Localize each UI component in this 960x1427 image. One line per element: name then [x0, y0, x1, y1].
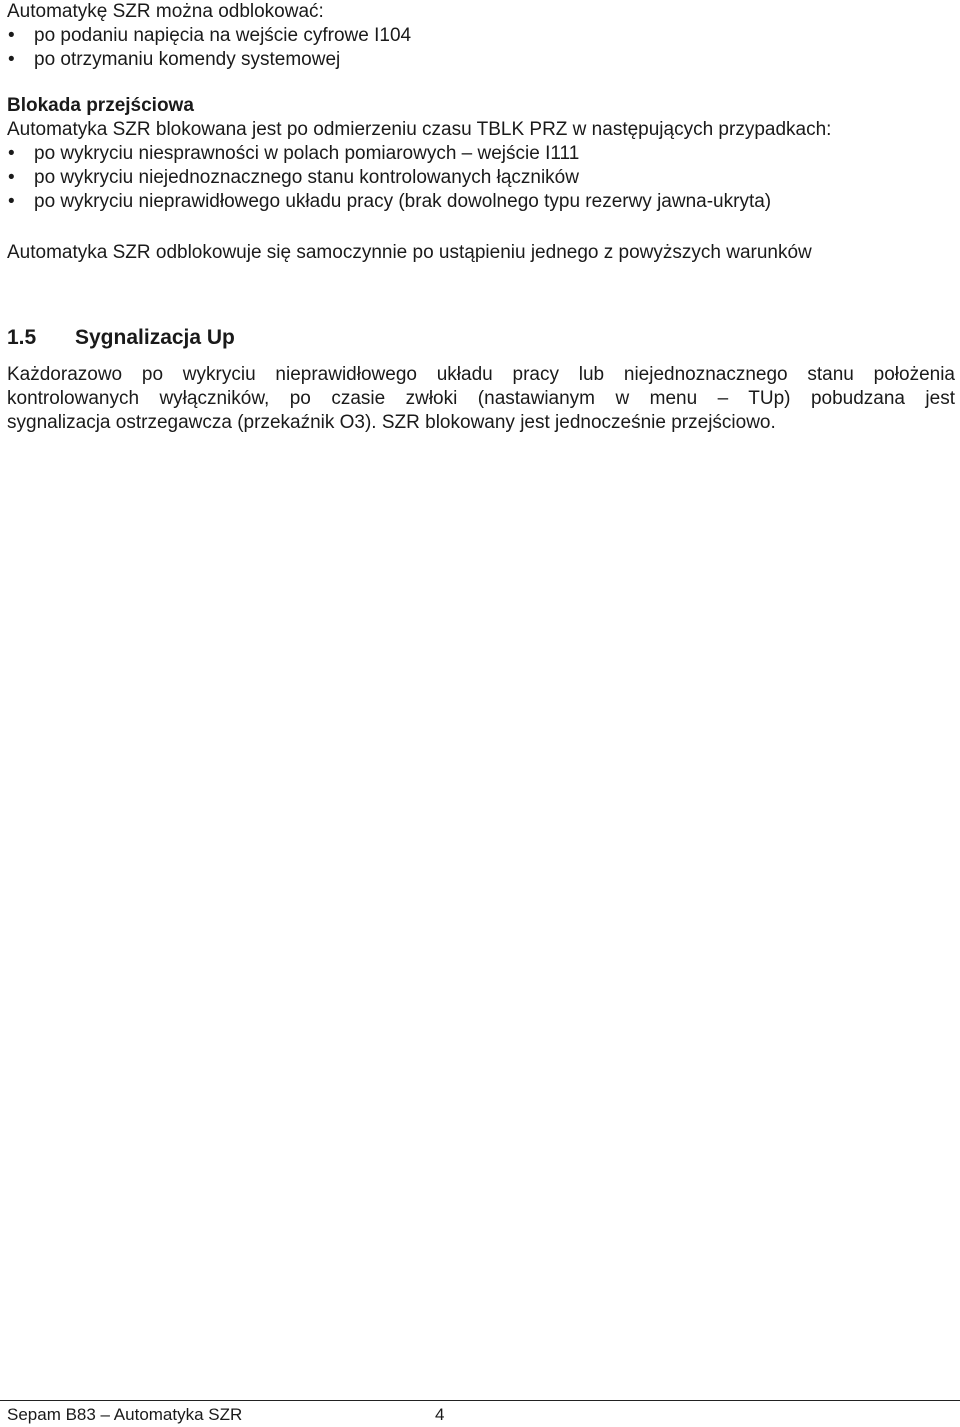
list-item [7, 166, 955, 190]
paragraph-line: kontrolowanych wyłączników, po czasie zwłoki (nastawianym w menu – TUp) pobudzana jest [7, 388, 955, 409]
section-title: Sygnalizacja Up [75, 326, 235, 349]
unlock-intro: Automatykę SZR można odblokować: [7, 1, 324, 22]
bullet-icon: • [8, 49, 15, 70]
auto-unlock-text: Automatyka SZR odblokowuje się samoczynnie po ustąpieniu jednego z powyższych warunków [7, 242, 812, 263]
list-item [7, 24, 955, 48]
bullet-icon: • [8, 143, 15, 164]
list-item [7, 142, 955, 166]
bullet-icon: • [8, 25, 15, 46]
list-item [7, 48, 955, 72]
list-item-text: po otrzymaniu komendy systemowej [34, 49, 341, 70]
paragraph-line: sygnalizacja ostrzegawcza (przekaźnik O3). SZR blokowany jest jednocześnie przejściowo. [7, 412, 776, 433]
list-item-text: po wykryciu nieprawidłowego układu pracy (brak dowolnego typu rezerwy jawna-ukryta) [34, 191, 772, 212]
auto-unlock-paragraph [7, 241, 955, 265]
section-number: 1.5 [7, 326, 37, 349]
section-heading: Blokada przejściowa [7, 95, 194, 116]
bullet-icon: • [8, 167, 15, 188]
bullet-icon: • [8, 191, 15, 212]
page-footer [0, 1400, 960, 1424]
list-item [7, 190, 955, 214]
footer-page-number: 4 [435, 1405, 445, 1424]
section-1-5-heading [7, 325, 235, 351]
list-item-text: po wykryciu niejednoznacznego stanu kontrolowanych łączników [34, 167, 579, 188]
transitional-lock-block [7, 94, 955, 214]
paragraph-line: Każdorazowo po wykryciu nieprawidłowego układu pracy lub niejednoznacznego stanu położenia [7, 364, 955, 385]
transitional-lock-intro: Automatyka SZR blokowana jest po odmierzeniu czasu TBLK PRZ w następujących przypadkach: [7, 119, 832, 140]
list-item-text: po wykryciu niesprawności w polach pomiarowych – wejście I111 [34, 143, 580, 164]
list-item-text: po podaniu napięcia na wejście cyfrowe I104 [34, 25, 412, 46]
footer-document-title: Sepam B83 – Automatyka SZR [7, 1405, 243, 1424]
unlock-block [7, 0, 955, 72]
section-1-5-paragraph [7, 363, 955, 435]
